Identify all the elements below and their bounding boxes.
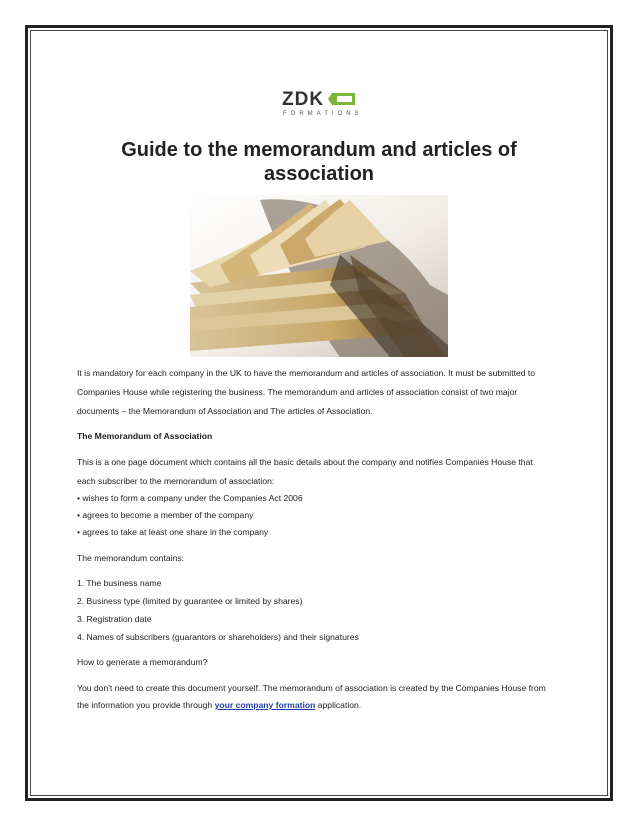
logo-main-text: ZDK: [282, 89, 325, 110]
list-item-3: 3. Registration date: [77, 614, 152, 624]
bullet-item-3: • agrees to take at least one share in the company: [77, 527, 269, 537]
logo-mark-icon: [328, 92, 356, 106]
page-title: [80, 138, 558, 186]
memorandum-line-2: each subscriber to the memorandum of association:: [77, 476, 275, 486]
section-heading: The Memorandum of Association: [77, 431, 213, 441]
list-item-2: 2. Business type (limited by guarantee or limited by shares): [77, 596, 303, 606]
contains-heading: The memorandum contains:: [77, 553, 184, 563]
question-text: How to generate a memorandum?: [77, 657, 208, 667]
paper-stack-photo: [190, 195, 448, 357]
title-line-2: association: [263, 163, 375, 185]
answer-line-2: [77, 700, 361, 710]
intro-line-1: It is mandatory for each company in the UK to have the memorandum and articles of association. It must be submitted to: [77, 368, 536, 378]
intro-line-2: Companies House while registering the business. The memorandum and articles of association consist of two major: [77, 387, 518, 397]
company-formation-link[interactable]: your company formation: [214, 700, 316, 710]
intro-line-3: documents – the Memorandum of Association and The articles of Association.: [77, 406, 373, 416]
bullet-item-1: • wishes to form a company under the Companies Act 2006: [77, 493, 303, 503]
answer-text-after: application.: [315, 700, 362, 710]
title-line-1: Guide to the memorandum and articles of: [121, 139, 517, 161]
answer-text-before: the information you provide through: [77, 700, 215, 710]
memorandum-line-1: This is a one page document which contains all the basic details about the company and notifies Companies House that: [77, 457, 533, 467]
list-item-1: 1. The business name: [77, 578, 162, 588]
zdk-logo: [282, 90, 362, 120]
bullet-item-2: • agrees to become a member of the company: [77, 510, 254, 520]
answer-line-1: You don't need to create this document yourself. The memorandum of association is created by the Companies House from: [77, 683, 546, 693]
list-item-4: 4. Names of subscribers (guarantors or shareholders) and their signatures: [77, 632, 359, 642]
logo-sub-text: FORMATIONS: [283, 111, 363, 117]
